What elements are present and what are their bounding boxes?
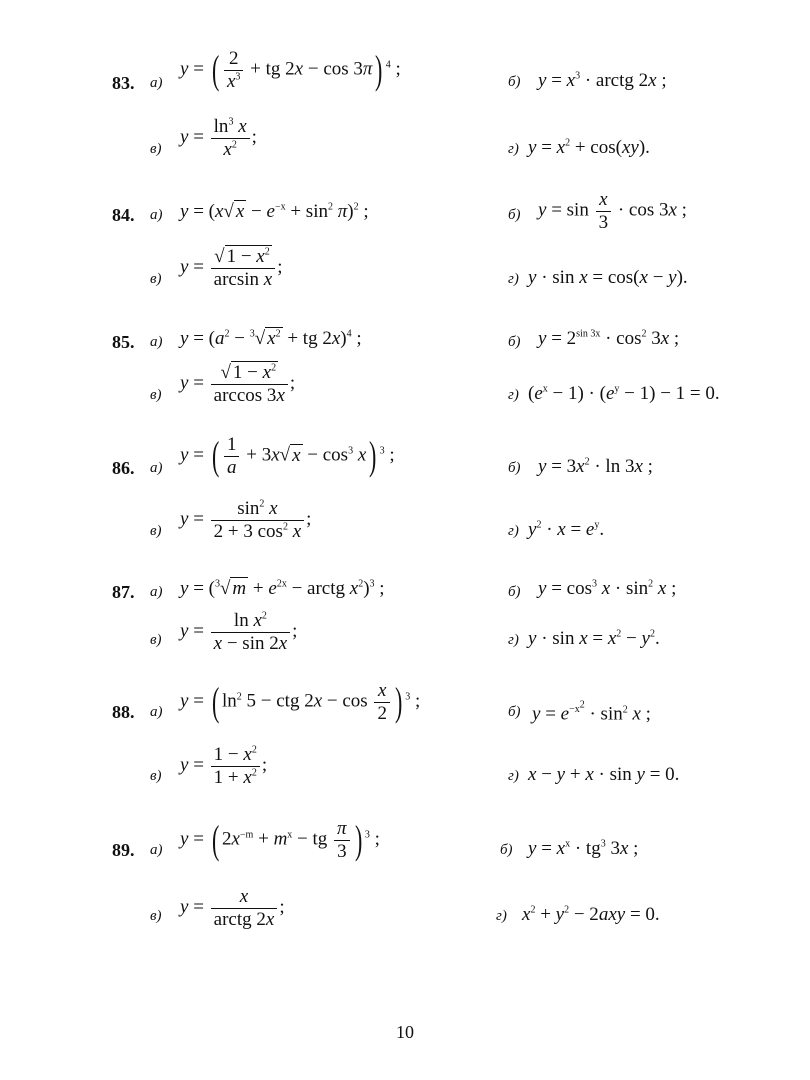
part-b-label: б) xyxy=(508,584,521,600)
part-b-label: б) xyxy=(508,460,521,476)
problem-83 xyxy=(0,40,810,180)
formula-85a: $y = (a^2 - ^3√$ $x^2$ + tg 2x)$^4$ ; xyxy=(180,328,362,349)
part-a-label: а) xyxy=(150,207,163,223)
part-g-label: г) xyxy=(508,271,519,287)
formula-87v: y = $\frac{\ln x^2}{x - \sin 2x}$ ; xyxy=(180,610,298,654)
part-g-label: г) xyxy=(508,387,519,403)
problem-number: 88. xyxy=(112,702,135,722)
part-b-label: б) xyxy=(500,842,513,858)
problem-88 xyxy=(0,680,810,820)
part-a-label: а) xyxy=(150,334,163,350)
formula-86b: $y = 3x^2 \cdot \ln 3x$ ; xyxy=(538,456,653,477)
formula-86a: y = ( $\frac{1}{a}$ + 3x√ $x - \cos^3 x$) $^3$ ; xyxy=(180,433,395,479)
formula-87b: $y = \cos^3 x \cdot \sin^2 x$ ; xyxy=(538,578,677,599)
formula-87g: $y \cdot \sin x = x^2 - y^2$. xyxy=(528,628,660,649)
problem-86 xyxy=(0,430,810,570)
formula-89b: $y = x^x \cdot tg^3$ 3x ; xyxy=(528,838,639,859)
part-v-label: в) xyxy=(150,908,162,924)
part-g-label: г) xyxy=(508,632,519,648)
formula-84a: y = (x√ $x - e^{-x} + \sin^2 \pi)^2$ ; xyxy=(180,201,369,222)
formula-84v: y = $\frac{√ 1 - x^2}{\text{arcsin x}}$ ; xyxy=(180,246,283,290)
part-v-label: в) xyxy=(150,141,162,157)
problem-number: 86. xyxy=(112,458,135,478)
formula-89v: y = $\frac{x}{\text{arctg 2x}}$ ; xyxy=(180,886,285,930)
part-v-label: в) xyxy=(150,523,162,539)
part-b-label: б) xyxy=(508,704,521,720)
problem-number: 89. xyxy=(112,840,135,860)
formula-86v: y = $\frac{\sin^2 x}{2 + 3 \cos^2 x}$ ; xyxy=(180,498,312,542)
formula-88b: $y = e^{-x^2} \cdot \sin^2 x$ ; xyxy=(532,700,651,725)
formula-83g: $y = x^2 + \cos(xy)$. xyxy=(528,137,650,158)
page-number: 10 xyxy=(396,1022,414,1042)
part-a-label: а) xyxy=(150,584,163,600)
formula-83v: y = $\frac{\ln^3 x}{x^2}$ ; xyxy=(180,116,257,160)
problem-84 xyxy=(0,183,810,323)
part-g-label: г) xyxy=(508,768,519,784)
formula-84b: y = sin $\frac{x}{3}$ · cos 3x ; xyxy=(538,189,687,233)
part-v-label: в) xyxy=(150,271,162,287)
formula-87a: y = ($^3$√ $m + e^{2x}$ − arctg $x^2)^3$ ; xyxy=(180,578,385,599)
part-b-label: б) xyxy=(508,334,521,350)
formula-86g: $y^2 \cdot x = e^y$. xyxy=(528,519,605,540)
part-v-label: в) xyxy=(150,387,162,403)
part-b-label: б) xyxy=(508,207,521,223)
part-a-label: а) xyxy=(150,704,163,720)
formula-88a: y = ( $\ln^2 5$ − ctg 2x − cos $\frac{x}{2}$ ) $^3$ ; xyxy=(180,679,421,725)
part-a-label: а) xyxy=(150,842,163,858)
problem-number: 84. xyxy=(112,205,135,225)
formula-84g: y · sin x = cos(x − y). xyxy=(528,267,688,288)
formula-85g: $(e^x - 1) \cdot (e^y - 1) - 1 = 0$. xyxy=(528,383,720,404)
formula-88g: x − y + x · sin y = 0. xyxy=(528,764,680,785)
formula-88v: y = $\frac{1 - x^2}{1 + x^2}$ ; xyxy=(180,744,268,788)
formula-83b: $y = x^3$ · arctg 2x ; xyxy=(538,70,667,91)
problem-number: 85. xyxy=(112,332,135,352)
problem-number: 83. xyxy=(112,73,135,93)
part-a-label: а) xyxy=(150,75,163,91)
part-g-label: г) xyxy=(508,523,519,539)
part-b-label: б) xyxy=(508,74,521,90)
part-g-label: г) xyxy=(496,908,507,924)
formula-89a: y = ( $2x^{-m} + m^x$ − tg $\frac{\pi}{3}$ ) $^3$ ; xyxy=(180,817,380,863)
problem-89 xyxy=(0,818,810,958)
problem-number: 87. xyxy=(112,582,135,602)
formula-85v: y = $\frac{√ 1 - x^2}{\arccos 3x}$ ; xyxy=(180,362,296,406)
part-v-label: в) xyxy=(150,632,162,648)
part-a-label: а) xyxy=(150,460,163,476)
part-v-label: в) xyxy=(150,768,162,784)
formula-83a: y = ( $\frac{2}{x^3}$ + tg 2x − cos 3π) $^4$ ; xyxy=(180,47,401,93)
formula-89g: $x^2 + y^2 - 2axy = 0$. xyxy=(522,904,660,925)
part-g-label: г) xyxy=(508,141,519,157)
formula-85b: $y = 2^{sin 3x} \cdot \cos^2 3x$ ; xyxy=(538,328,680,349)
